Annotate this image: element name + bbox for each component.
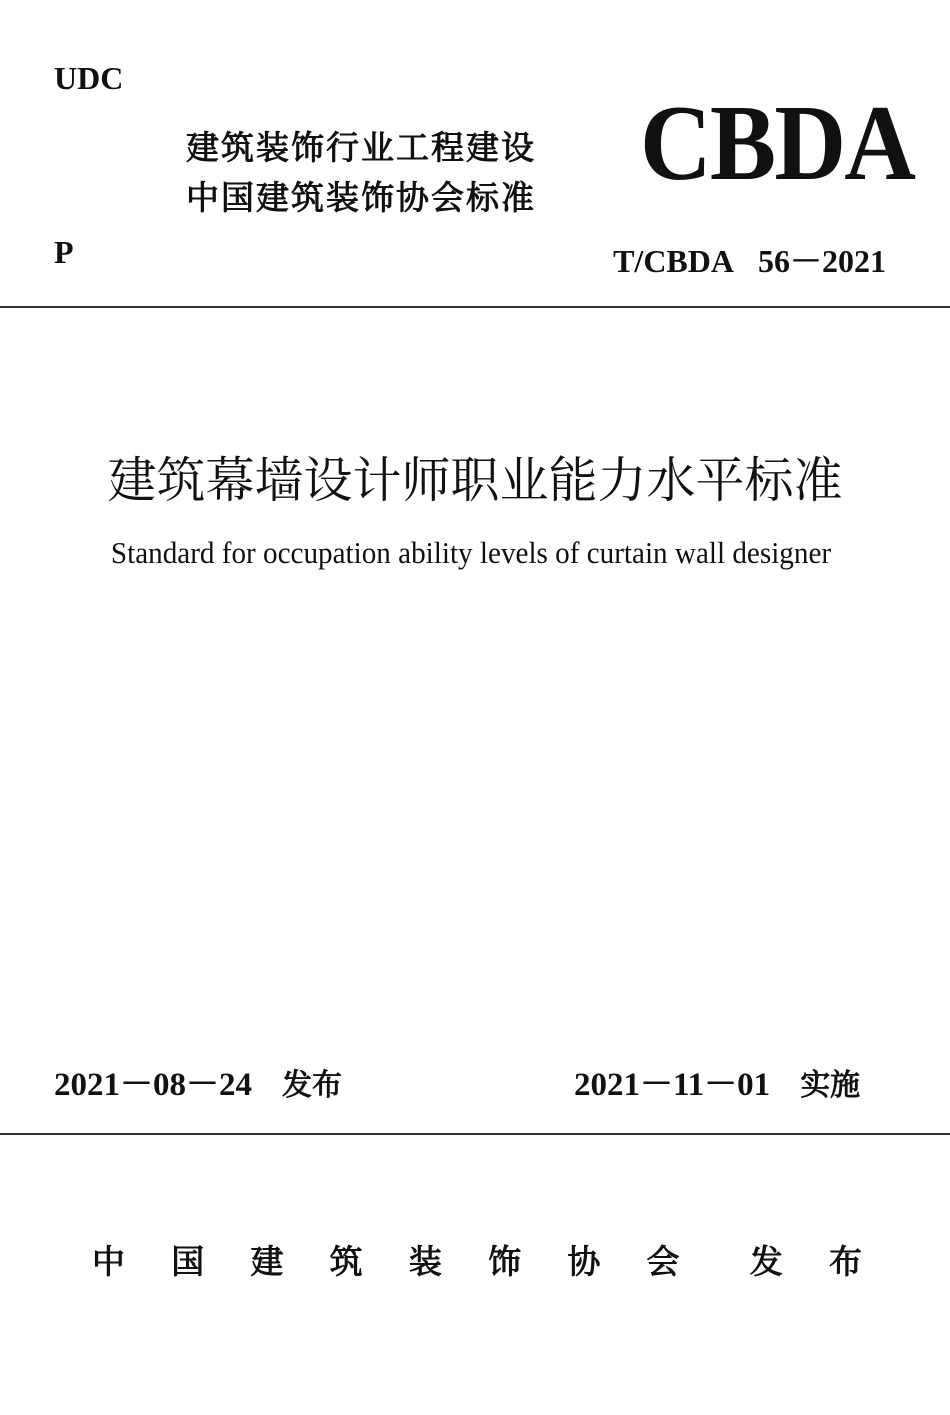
standard-number [613,236,886,282]
effective-date-row [574,1058,860,1105]
standard-code: 56－2021 [757,243,886,279]
effective-date: 2021－11－01 [574,1067,771,1103]
publisher-char: 国 [171,1242,205,1281]
issue-date: 2021－08－24 [54,1067,252,1103]
issue-label: 发布 [282,1068,342,1103]
classification-code: P [54,234,74,270]
org-line-2: 中国建筑装饰协会标准 [186,178,536,217]
publisher-char: 协 [567,1242,601,1281]
publisher-char: 筑 [329,1242,363,1281]
publisher-line [92,1236,862,1283]
bottom-divider [0,1133,950,1135]
cbda-logo: CBDA [640,84,915,203]
top-divider [0,306,950,308]
org-line-1: 建筑装饰行业工程建设 [186,128,536,167]
title-english: Standard for occupation ability levels of curtain wall designer [110,535,832,570]
publisher-char: 装 [408,1242,442,1281]
publisher-char: 建 [250,1242,284,1281]
standard-prefix: T/CBDA [613,243,734,279]
publisher-char: 会 [646,1242,680,1281]
publisher-char: 饰 [488,1242,522,1281]
publisher-char: 布 [828,1242,862,1281]
publisher-char: 发 [749,1242,783,1281]
udc-label: UDC [54,60,124,96]
publisher-char: 中 [92,1242,125,1281]
issue-date-row [54,1058,342,1105]
effective-label: 实施 [800,1068,861,1103]
title-chinese: 建筑幕墙设计师职业能力水平标准 [107,452,843,509]
